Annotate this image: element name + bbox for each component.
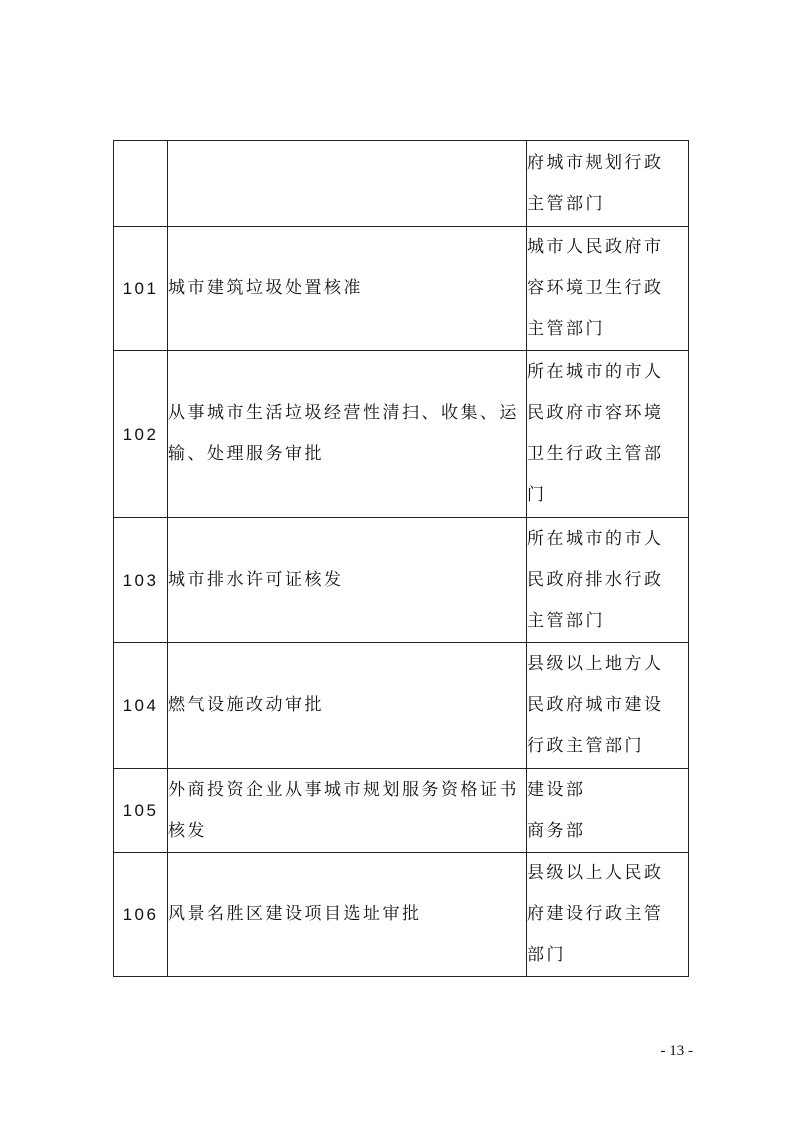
- item-name: 燃气设施改动审批: [168, 643, 527, 769]
- table-row: [114, 853, 689, 977]
- item-department: 府城市规划行政 主管部门: [527, 141, 689, 227]
- item-name: 城市建筑垃圾处置核准: [168, 227, 527, 351]
- table-row: [114, 518, 689, 643]
- item-number: 102: [114, 351, 168, 518]
- item-name: 风景名胜区建设项目选址审批: [168, 853, 527, 977]
- item-name: [168, 141, 527, 227]
- table-row: [114, 769, 689, 853]
- item-number: 103: [114, 518, 168, 643]
- item-name: 城市排水许可证核发: [168, 518, 527, 643]
- item-number: 101: [114, 227, 168, 351]
- item-department: 城市人民政府市 容环境卫生行政 主管部门: [527, 227, 689, 351]
- item-department: 县级以上人民政 府建设行政主管 部门: [527, 853, 689, 977]
- page-number: - 13 -: [660, 1043, 693, 1059]
- item-number: [114, 141, 168, 227]
- item-name: 从事城市生活垃圾经营性清扫、收集、运 输、处理服务审批: [168, 351, 527, 518]
- item-department: 建设部 商务部: [527, 769, 689, 853]
- item-number: 104: [114, 643, 168, 769]
- approval-items-table: [113, 140, 689, 977]
- item-department: 县级以上地方人 民政府城市建设 行政主管部门: [527, 643, 689, 769]
- item-name: 外商投资企业从事城市规划服务资格证书 核发: [168, 769, 527, 853]
- table-row: [114, 227, 689, 351]
- item-department: 所在城市的市人 民政府市容环境 卫生行政主管部 门: [527, 351, 689, 518]
- item-department: 所在城市的市人 民政府排水行政 主管部门: [527, 518, 689, 643]
- table-row: [114, 643, 689, 769]
- item-number: 106: [114, 853, 168, 977]
- table-row: [114, 141, 689, 227]
- item-number: 105: [114, 769, 168, 853]
- table-row: [114, 351, 689, 518]
